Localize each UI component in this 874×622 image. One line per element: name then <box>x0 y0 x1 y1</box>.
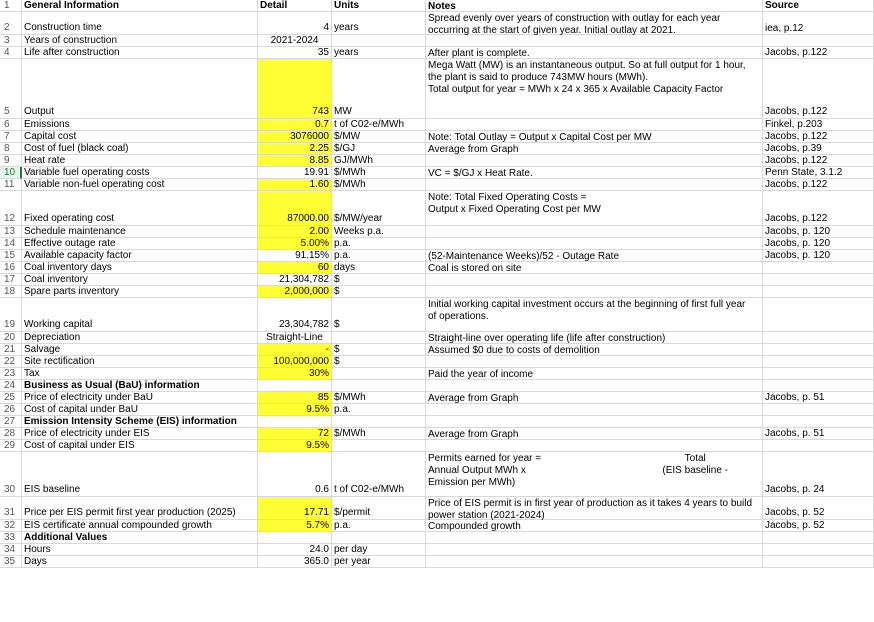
cell-source[interactable] <box>763 344 874 356</box>
cell-label[interactable]: Variable non-fuel operating cost <box>22 179 258 191</box>
cell-notes[interactable] <box>426 59 763 119</box>
cell-notes[interactable] <box>426 131 763 143</box>
cell-notes[interactable] <box>426 250 763 262</box>
cell-label[interactable]: Output <box>22 59 258 119</box>
note-line: Average from Graph <box>428 429 519 440</box>
cell-detail[interactable]: 743 <box>258 59 332 119</box>
cell-source[interactable]: Jacobs, p. 51 <box>763 428 874 440</box>
cell-units[interactable] <box>332 416 426 428</box>
row-header[interactable]: 31 <box>0 497 22 520</box>
note-line: power station (2021-2024) <box>428 510 545 521</box>
note-line: Average from Graph <box>428 144 519 155</box>
cell-source[interactable]: Jacobs, p.122 <box>763 59 874 119</box>
row-header[interactable]: 6 <box>0 119 22 131</box>
cell-source[interactable]: Source <box>763 0 874 12</box>
cell-source[interactable]: Jacobs, p.39 <box>763 143 874 155</box>
cell-detail[interactable]: 35 <box>258 47 332 59</box>
row-header[interactable]: 5 <box>0 59 22 119</box>
note-line: (EIS baseline - <box>662 465 728 476</box>
cell-source[interactable]: Jacobs, p.122 <box>763 179 874 191</box>
cell-source[interactable]: Jacobs, p.122 <box>763 191 874 226</box>
cell-notes[interactable] <box>426 332 763 344</box>
cell-detail[interactable]: 9.5% <box>258 440 332 452</box>
cell-notes[interactable] <box>426 392 763 404</box>
cell-units[interactable]: years <box>332 47 426 59</box>
note-line: Straight-line over operating life (life after construction) <box>428 333 666 344</box>
note-line: Output x Fixed Operating Cost per MW <box>428 204 601 215</box>
note-line: Initial working capital investment occurs at the beginning of first full year <box>428 299 746 310</box>
cell-units[interactable] <box>332 532 426 544</box>
cell-notes[interactable] <box>426 35 763 47</box>
row-header[interactable]: 32 <box>0 520 22 532</box>
cell-source[interactable]: iea, p.12 <box>763 12 874 35</box>
cell-label[interactable]: Tax <box>22 368 258 380</box>
note-line: occurring at the start of given year. Initial outlay at 2021. <box>428 25 676 36</box>
cell-units[interactable]: GJ/MWh <box>332 155 426 167</box>
cell-notes[interactable] <box>426 532 763 544</box>
row-header[interactable]: 17 <box>0 274 22 286</box>
row-header[interactable]: 33 <box>0 532 22 544</box>
cell-detail[interactable]: 30% <box>258 368 332 380</box>
cell-label[interactable]: Working capital <box>22 298 258 332</box>
cell-units[interactable]: $/MWh <box>332 179 426 191</box>
note-line: Total <box>684 453 706 464</box>
cell-notes[interactable] <box>426 452 763 497</box>
cell-label[interactable]: Business as Usual (BaU) information <box>22 380 258 392</box>
cell-notes[interactable] <box>426 286 763 298</box>
cell-detail[interactable]: 2,000,000 <box>258 286 332 298</box>
cell-units[interactable] <box>332 332 426 344</box>
cell-detail[interactable]: 100,000,000 <box>258 356 332 368</box>
cell-notes[interactable] <box>426 428 763 440</box>
cell-detail[interactable]: 8.85 <box>258 155 332 167</box>
row-header[interactable]: 10 <box>0 167 22 179</box>
cell-notes[interactable] <box>426 556 763 568</box>
cell-source[interactable] <box>763 332 874 344</box>
row-header[interactable]: 4 <box>0 47 22 59</box>
cell-label[interactable]: EIS certificate annual compounded growth <box>22 520 258 532</box>
cell-notes[interactable] <box>426 356 763 368</box>
cell-notes[interactable] <box>426 416 763 428</box>
cell-label[interactable]: Fixed operating cost <box>22 191 258 226</box>
cell-detail[interactable]: 1.60 <box>258 179 332 191</box>
cell-notes[interactable] <box>426 143 763 155</box>
row-header[interactable]: 16 <box>0 262 22 274</box>
cell-units[interactable] <box>332 368 426 380</box>
cell-detail[interactable]: 2.25 <box>258 143 332 155</box>
cell-notes[interactable] <box>426 155 763 167</box>
row-header[interactable]: 3 <box>0 35 22 47</box>
note-line: Compounded growth <box>428 521 521 532</box>
cell-detail[interactable]: 17.71 <box>258 497 332 520</box>
note-line: Total output for year = MWh x 24 x 365 x Available Capacity Factor <box>428 84 724 95</box>
note-line: Assumed $0 due to costs of demolition <box>428 345 600 356</box>
cell-notes[interactable] <box>426 380 763 392</box>
cell-units[interactable]: MW <box>332 59 426 119</box>
row-header[interactable]: 20 <box>0 332 22 344</box>
cell-notes[interactable] <box>426 497 763 520</box>
cell-source[interactable] <box>763 286 874 298</box>
cell-label[interactable]: Schedule maintenance <box>22 226 258 238</box>
cell-units[interactable]: p.a. <box>332 250 426 262</box>
cell-units[interactable]: $/MW/year <box>332 191 426 226</box>
cell-detail[interactable]: 91.15% <box>258 250 332 262</box>
note-line: Price of EIS permit is in first year of production as it takes 4 years to build <box>428 498 753 509</box>
cell-detail[interactable]: 2.00 <box>258 226 332 238</box>
row-header[interactable]: 8 <box>0 143 22 155</box>
row-header[interactable]: 9 <box>0 155 22 167</box>
cell-source[interactable]: Jacobs, p. 52 <box>763 520 874 532</box>
cell-units[interactable]: t of C02-e/MWh <box>332 119 426 131</box>
cell-label[interactable]: Days <box>22 556 258 568</box>
note-line: Note: Total Fixed Operating Costs = <box>428 192 587 203</box>
row-header[interactable]: 14 <box>0 238 22 250</box>
cell-units[interactable]: $ <box>332 356 426 368</box>
cell-source[interactable] <box>763 556 874 568</box>
cell-notes[interactable] <box>426 404 763 416</box>
cell-notes[interactable] <box>426 12 763 35</box>
note-line: Annual Output MWh x <box>428 465 526 476</box>
cell-source[interactable]: Jacobs, p. 51 <box>763 392 874 404</box>
cell-units[interactable]: per year <box>332 556 426 568</box>
header-notes: Notes <box>428 1 456 12</box>
row-header[interactable]: 15 <box>0 250 22 262</box>
row-header[interactable]: 30 <box>0 452 22 497</box>
cell-detail[interactable]: 0.6 <box>258 452 332 497</box>
cell-notes[interactable] <box>426 238 763 250</box>
note-line: the plant is said to produce 743MW hours (MWh). <box>428 72 649 83</box>
cell-source[interactable]: Jacobs, p.122 <box>763 131 874 143</box>
row-header[interactable]: 35 <box>0 556 22 568</box>
cell-source[interactable]: Jacobs, p. 52 <box>763 497 874 520</box>
cell-units[interactable]: $/MWh <box>332 428 426 440</box>
cell-detail[interactable]: 3076000 <box>258 131 332 143</box>
row-header[interactable]: 22 <box>0 356 22 368</box>
row-header[interactable]: 21 <box>0 344 22 356</box>
cell-units[interactable]: years <box>332 12 426 35</box>
cell-units[interactable] <box>332 440 426 452</box>
cell-notes[interactable] <box>426 368 763 380</box>
cell-label[interactable]: Heat rate <box>22 155 258 167</box>
cell-detail[interactable] <box>258 416 332 428</box>
cell-detail[interactable]: 19.91 <box>258 167 332 179</box>
cell-source[interactable]: Jacobs, p. 120 <box>763 250 874 262</box>
cell-notes[interactable] <box>426 544 763 556</box>
cell-notes[interactable] <box>426 119 763 131</box>
cell-units[interactable]: per day <box>332 544 426 556</box>
cell-label[interactable]: Cost of fuel (black coal) <box>22 143 258 155</box>
cell-label[interactable]: Price per EIS permit first year production (2025) <box>22 497 258 520</box>
cell-source[interactable]: Jacobs, p. 24 <box>763 452 874 497</box>
cell-units[interactable]: $/permit <box>332 497 426 520</box>
cell-detail[interactable]: 72 <box>258 428 332 440</box>
cell-notes[interactable] <box>426 179 763 191</box>
row-header[interactable]: 2 <box>0 12 22 35</box>
cell-label[interactable]: Cost of capital under EIS <box>22 440 258 452</box>
note-line: Spread evenly over years of construction with outlay for each year <box>428 13 721 24</box>
cell-detail[interactable]: 4 <box>258 12 332 35</box>
cell-label[interactable]: Available capacity factor <box>22 250 258 262</box>
cell-label[interactable]: Emission Intensity Scheme (EIS) information <box>22 416 258 428</box>
cell-label[interactable]: Salvage <box>22 344 258 356</box>
cell-notes[interactable] <box>426 226 763 238</box>
cell-notes[interactable] <box>426 520 763 532</box>
cell-source[interactable]: Finkel, p.203 <box>763 119 874 131</box>
cell-source[interactable] <box>763 416 874 428</box>
cell-units[interactable]: $ <box>332 274 426 286</box>
cell-source[interactable] <box>763 368 874 380</box>
cell-source[interactable] <box>763 532 874 544</box>
cell-label[interactable]: Coal inventory <box>22 274 258 286</box>
row-header[interactable]: 12 <box>0 191 22 226</box>
cell-detail[interactable]: Detail <box>258 0 332 12</box>
row-header[interactable]: 7 <box>0 131 22 143</box>
cell-source[interactable] <box>763 274 874 286</box>
cell-units[interactable]: p.a. <box>332 404 426 416</box>
cell-label[interactable]: Years of construction <box>22 35 258 47</box>
note-line: Coal is stored on site <box>428 263 522 274</box>
row-header[interactable]: 24 <box>0 380 22 392</box>
cell-units[interactable]: days <box>332 262 426 274</box>
cell-detail[interactable]: 23,304,782 <box>258 298 332 332</box>
row-header[interactable]: 18 <box>0 286 22 298</box>
cell-detail[interactable]: 365.0 <box>258 556 332 568</box>
cell-source[interactable]: Jacobs, p. 120 <box>763 226 874 238</box>
cell-label[interactable]: Additional Values <box>22 532 258 544</box>
cell-detail[interactable]: 85 <box>258 392 332 404</box>
cell-source[interactable] <box>763 262 874 274</box>
cell-notes[interactable] <box>426 274 763 286</box>
note-line: Paid the year of income <box>428 369 534 380</box>
cell-detail[interactable]: 87000.00 <box>258 191 332 226</box>
cell-units[interactable]: $ <box>332 298 426 332</box>
cell-units[interactable] <box>332 35 426 47</box>
cell-notes[interactable] <box>426 47 763 59</box>
cell-units[interactable]: $ <box>332 286 426 298</box>
cell-label[interactable]: Spare parts inventory <box>22 286 258 298</box>
row-header[interactable]: 11 <box>0 179 22 191</box>
cell-source[interactable]: Penn State, 3.1.2 <box>763 167 874 179</box>
cell-label[interactable]: Site rectification <box>22 356 258 368</box>
cell-units[interactable] <box>332 380 426 392</box>
row-header[interactable]: 13 <box>0 226 22 238</box>
cell-detail[interactable]: 21,304,782 <box>258 274 332 286</box>
cell-detail[interactable] <box>258 380 332 392</box>
cell-label[interactable]: Life after construction <box>22 47 258 59</box>
cell-label[interactable]: Emissions <box>22 119 258 131</box>
cell-units[interactable]: $/GJ <box>332 143 426 155</box>
cell-units[interactable]: Weeks p.a. <box>332 226 426 238</box>
cell-label[interactable]: Construction time <box>22 12 258 35</box>
cell-detail[interactable]: 2021-2024 <box>258 35 332 47</box>
cell-units[interactable]: $/MWh <box>332 167 426 179</box>
cell-units[interactable]: p.a. <box>332 520 426 532</box>
cell-source[interactable] <box>763 356 874 368</box>
note-line: Mega Watt (MW) is an instantaneous output. So at full output for 1 hour, <box>428 60 746 71</box>
cell-source[interactable] <box>763 380 874 392</box>
row-header[interactable]: 28 <box>0 428 22 440</box>
cell-label[interactable]: Hours <box>22 544 258 556</box>
cell-units[interactable]: $ <box>332 344 426 356</box>
cell-label[interactable]: Capital cost <box>22 131 258 143</box>
row-header[interactable]: 1 <box>0 0 22 12</box>
cell-source[interactable]: Jacobs, p. 120 <box>763 238 874 250</box>
cell-detail[interactable]: 60 <box>258 262 332 274</box>
row-header[interactable]: 19 <box>0 298 22 332</box>
cell-units[interactable]: $/MW <box>332 131 426 143</box>
cell-source[interactable] <box>763 440 874 452</box>
cell-label[interactable]: Variable fuel operating costs <box>22 167 258 179</box>
row-header[interactable]: 25 <box>0 392 22 404</box>
cell-detail[interactable]: Straight-Line <box>258 332 332 344</box>
cell-detail[interactable]: 9.5% <box>258 404 332 416</box>
cell-notes[interactable] <box>426 191 763 226</box>
cell-source[interactable]: Jacobs, p.122 <box>763 155 874 167</box>
cell-notes[interactable] <box>426 298 763 332</box>
row-header[interactable]: 27 <box>0 416 22 428</box>
note-line: (52-Maintenance Weeks)/52 - Outage Rate <box>428 251 620 262</box>
cell-label[interactable]: Cost of capital under BaU <box>22 404 258 416</box>
note-line: Permits earned for year = <box>428 453 542 464</box>
cell-notes[interactable] <box>426 167 763 179</box>
cell-detail[interactable]: 5.7% <box>258 520 332 532</box>
cell-source[interactable]: Jacobs, p.122 <box>763 47 874 59</box>
row-header[interactable]: 26 <box>0 404 22 416</box>
cell-units[interactable]: $/MWh <box>332 392 426 404</box>
cell-label[interactable]: Price of electricity under BaU <box>22 392 258 404</box>
cell-source[interactable] <box>763 544 874 556</box>
cell-source[interactable] <box>763 298 874 332</box>
cell-units[interactable]: Units <box>332 0 426 12</box>
note-line: Note: Total Outlay = Output x Capital Cost per MW <box>428 132 652 143</box>
row-header[interactable]: 29 <box>0 440 22 452</box>
cell-label[interactable]: Depreciation <box>22 332 258 344</box>
cell-label[interactable]: General Information <box>22 0 258 12</box>
cell-label[interactable]: Coal inventory days <box>22 262 258 274</box>
note-line: Average from Graph <box>428 393 519 404</box>
note-line: VC = $/GJ x Heat Rate. <box>428 168 533 179</box>
cell-notes[interactable] <box>426 440 763 452</box>
cell-notes[interactable] <box>426 0 763 12</box>
cell-notes[interactable] <box>426 344 763 356</box>
cell-source[interactable] <box>763 404 874 416</box>
cell-label[interactable]: Effective outage rate <box>22 238 258 250</box>
row-header[interactable]: 23 <box>0 368 22 380</box>
cell-units[interactable]: p.a. <box>332 238 426 250</box>
cell-label[interactable]: Price of electricity under EIS <box>22 428 258 440</box>
cell-detail[interactable] <box>258 532 332 544</box>
note-line: Emission per MWh) <box>428 477 516 488</box>
note-line: of operations. <box>428 311 489 322</box>
cell-detail[interactable]: - <box>258 344 332 356</box>
cell-label[interactable]: EIS baseline <box>22 452 258 497</box>
note-total-label <box>662 453 728 477</box>
cell-notes[interactable] <box>426 262 763 274</box>
cell-detail[interactable]: 5.00% <box>258 238 332 250</box>
cell-source[interactable] <box>763 35 874 47</box>
cell-detail[interactable]: 0.7 <box>258 119 332 131</box>
note-line: After plant is complete. <box>428 48 530 59</box>
cell-detail[interactable]: 24.0 <box>258 544 332 556</box>
row-header[interactable]: 34 <box>0 544 22 556</box>
cell-units[interactable]: t of C02-e/MWh <box>332 452 426 497</box>
